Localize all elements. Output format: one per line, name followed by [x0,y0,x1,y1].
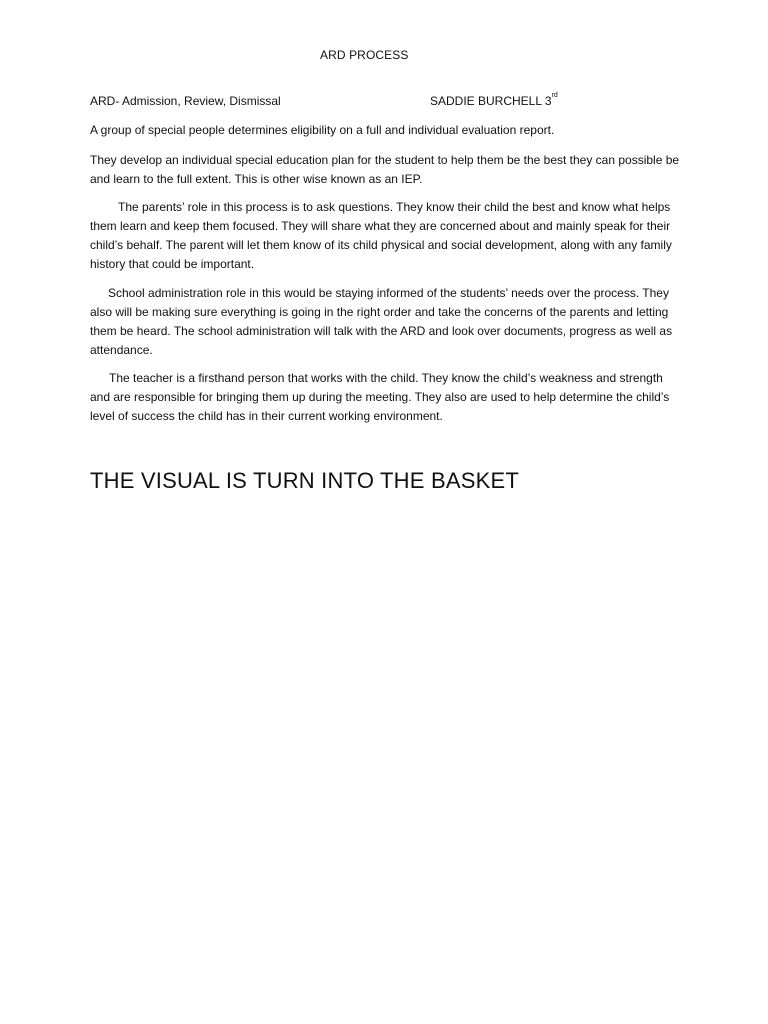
closing-heading: THE VISUAL IS TURN INTO THE BASKET [90,468,519,493]
paragraph-parents-role: The parents’ role in this process is to ask questions. They know their child the best and know what helps them learn and keep them focused. They will share what they are concerned about and mainly speak for their child’s behalf. The parent will let them know of its child physical and social development, along with any family history that could be important. [90,200,672,271]
paragraph-administration-role: School administration role in this would be staying informed of the students’ needs over the process. They also will be making sure everything is going in the right order and take the concerns of the parents and letting them be heard. The school administration will talk with the ARD and look over documents, progress as well as attendance. [90,286,673,357]
author-text: SADDIE BURCHELL 3 [430,94,552,108]
document-title: ARD PROCESS [320,48,409,62]
paragraph-eligibility: A group of special people determines eligibility on a full and individual evaluation report. [90,123,555,137]
acronym-definition: ARD- Admission, Review, Dismissal [90,94,281,108]
paragraph-iep: They develop an individual special education plan for the student to help them be the best they can possible be and learn to the full extent. This is other wise known as an IEP. [90,153,680,186]
author-superscript: rd [551,92,558,99]
author-name [430,94,558,108]
paragraph-teacher-role: The teacher is a firsthand person that works with the child. They know the child’s weakness and strength and are responsible for bringing them up during the meeting. They also are used to help determine the child’s level of success the child has in their current working environment. [90,371,670,423]
